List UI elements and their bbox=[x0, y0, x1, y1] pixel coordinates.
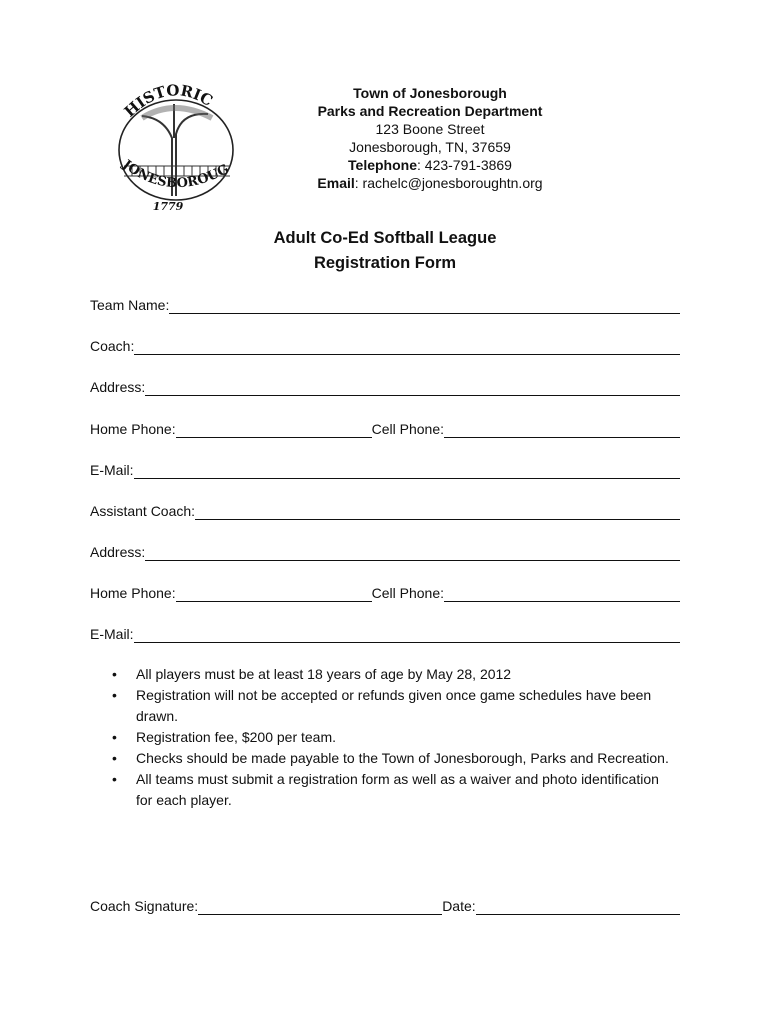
assistant-home-phone-label: Home Phone: bbox=[90, 585, 176, 601]
address-field[interactable] bbox=[90, 378, 680, 396]
bullet-icon: • bbox=[112, 687, 117, 703]
list-item: • Registration fee, $200 per team. bbox=[112, 727, 672, 748]
email-field[interactable] bbox=[90, 461, 680, 479]
assistant-coach-line[interactable] bbox=[195, 505, 680, 520]
team-name-line[interactable] bbox=[169, 299, 680, 314]
coach-label: Coach: bbox=[90, 338, 135, 354]
home-phone-line[interactable] bbox=[176, 423, 372, 438]
list-item: • All teams must submit a registration form as well as a waiver and photo identification for each player. bbox=[112, 771, 659, 808]
bullet-icon: • bbox=[112, 666, 117, 682]
form-title bbox=[0, 226, 770, 276]
assistant-coach-label: Assistant Coach: bbox=[90, 503, 196, 519]
assistant-email-line[interactable] bbox=[134, 628, 680, 643]
logo-year: 1779 bbox=[152, 200, 184, 213]
list-item: • Checks should be made payable to the Town of Jonesborough, Parks and Recreation. bbox=[112, 748, 672, 769]
form-title-line1: Adult Co-Ed Softball League bbox=[273, 229, 497, 247]
telephone-value: : 423-791-3869 bbox=[417, 157, 512, 173]
email-line bbox=[290, 174, 570, 192]
city-address: Jonesborough, TN, 37659 bbox=[349, 139, 511, 155]
email-value: : rachelc@jonesboroughtn.org bbox=[354, 175, 543, 191]
email-field-line[interactable] bbox=[134, 464, 680, 479]
coach-line[interactable] bbox=[134, 340, 680, 355]
assistant-cell-phone-label: Cell Phone: bbox=[371, 585, 444, 601]
coach-signature-label: Coach Signature: bbox=[90, 898, 199, 914]
coach-field[interactable] bbox=[90, 337, 680, 355]
phone-row bbox=[90, 420, 680, 438]
coach-signature-line[interactable] bbox=[198, 900, 442, 915]
cell-phone-line[interactable] bbox=[444, 423, 680, 438]
assistant-cell-phone-line[interactable] bbox=[444, 587, 680, 602]
team-name-label: Team Name: bbox=[90, 297, 170, 313]
home-phone-label: Home Phone: bbox=[90, 421, 176, 437]
logo-bottom-text: JONESBOROUG bbox=[119, 157, 232, 192]
team-name-field[interactable] bbox=[90, 296, 680, 314]
assistant-home-phone-line[interactable] bbox=[176, 587, 372, 602]
historic-jonesborough-logo bbox=[112, 78, 244, 214]
logo-top-text: HISTORIC bbox=[120, 81, 216, 121]
date-label: Date: bbox=[442, 898, 476, 914]
bullet-icon: • bbox=[112, 750, 117, 766]
list-item: • Registration will not be accepted or refunds given once game schedules have been drawn. bbox=[112, 687, 652, 724]
assistant-address-field[interactable] bbox=[90, 543, 680, 561]
organization-header bbox=[290, 84, 570, 192]
dept-name: Parks and Recreation Department bbox=[317, 103, 543, 119]
email-label: Email bbox=[317, 175, 355, 191]
cell-phone-label: Cell Phone: bbox=[371, 421, 444, 437]
signature-row bbox=[90, 897, 680, 915]
date-line[interactable] bbox=[476, 900, 680, 915]
org-name: Town of Jonesborough bbox=[353, 85, 507, 101]
email-field-label: E-Mail: bbox=[90, 462, 134, 478]
assistant-phone-row bbox=[90, 584, 680, 602]
assistant-email-field[interactable] bbox=[90, 625, 680, 643]
bullet-icon: • bbox=[112, 729, 117, 745]
telephone-label: Telephone bbox=[348, 157, 417, 173]
address-line[interactable] bbox=[145, 381, 680, 396]
assistant-coach-field[interactable] bbox=[90, 502, 680, 520]
form-title-line2: Registration Form bbox=[313, 254, 457, 272]
telephone-line bbox=[290, 156, 570, 174]
assistant-address-line[interactable] bbox=[145, 546, 680, 561]
assistant-address-label: Address: bbox=[90, 544, 146, 560]
address-label: Address: bbox=[90, 379, 146, 395]
assistant-email-label: E-Mail: bbox=[90, 626, 134, 642]
list-item: • All players must be at least 18 years of age by May 28, 2012 bbox=[112, 664, 672, 685]
bullet-icon: • bbox=[112, 771, 117, 787]
rules-list bbox=[112, 664, 672, 811]
street-address: 123 Boone Street bbox=[375, 121, 485, 137]
